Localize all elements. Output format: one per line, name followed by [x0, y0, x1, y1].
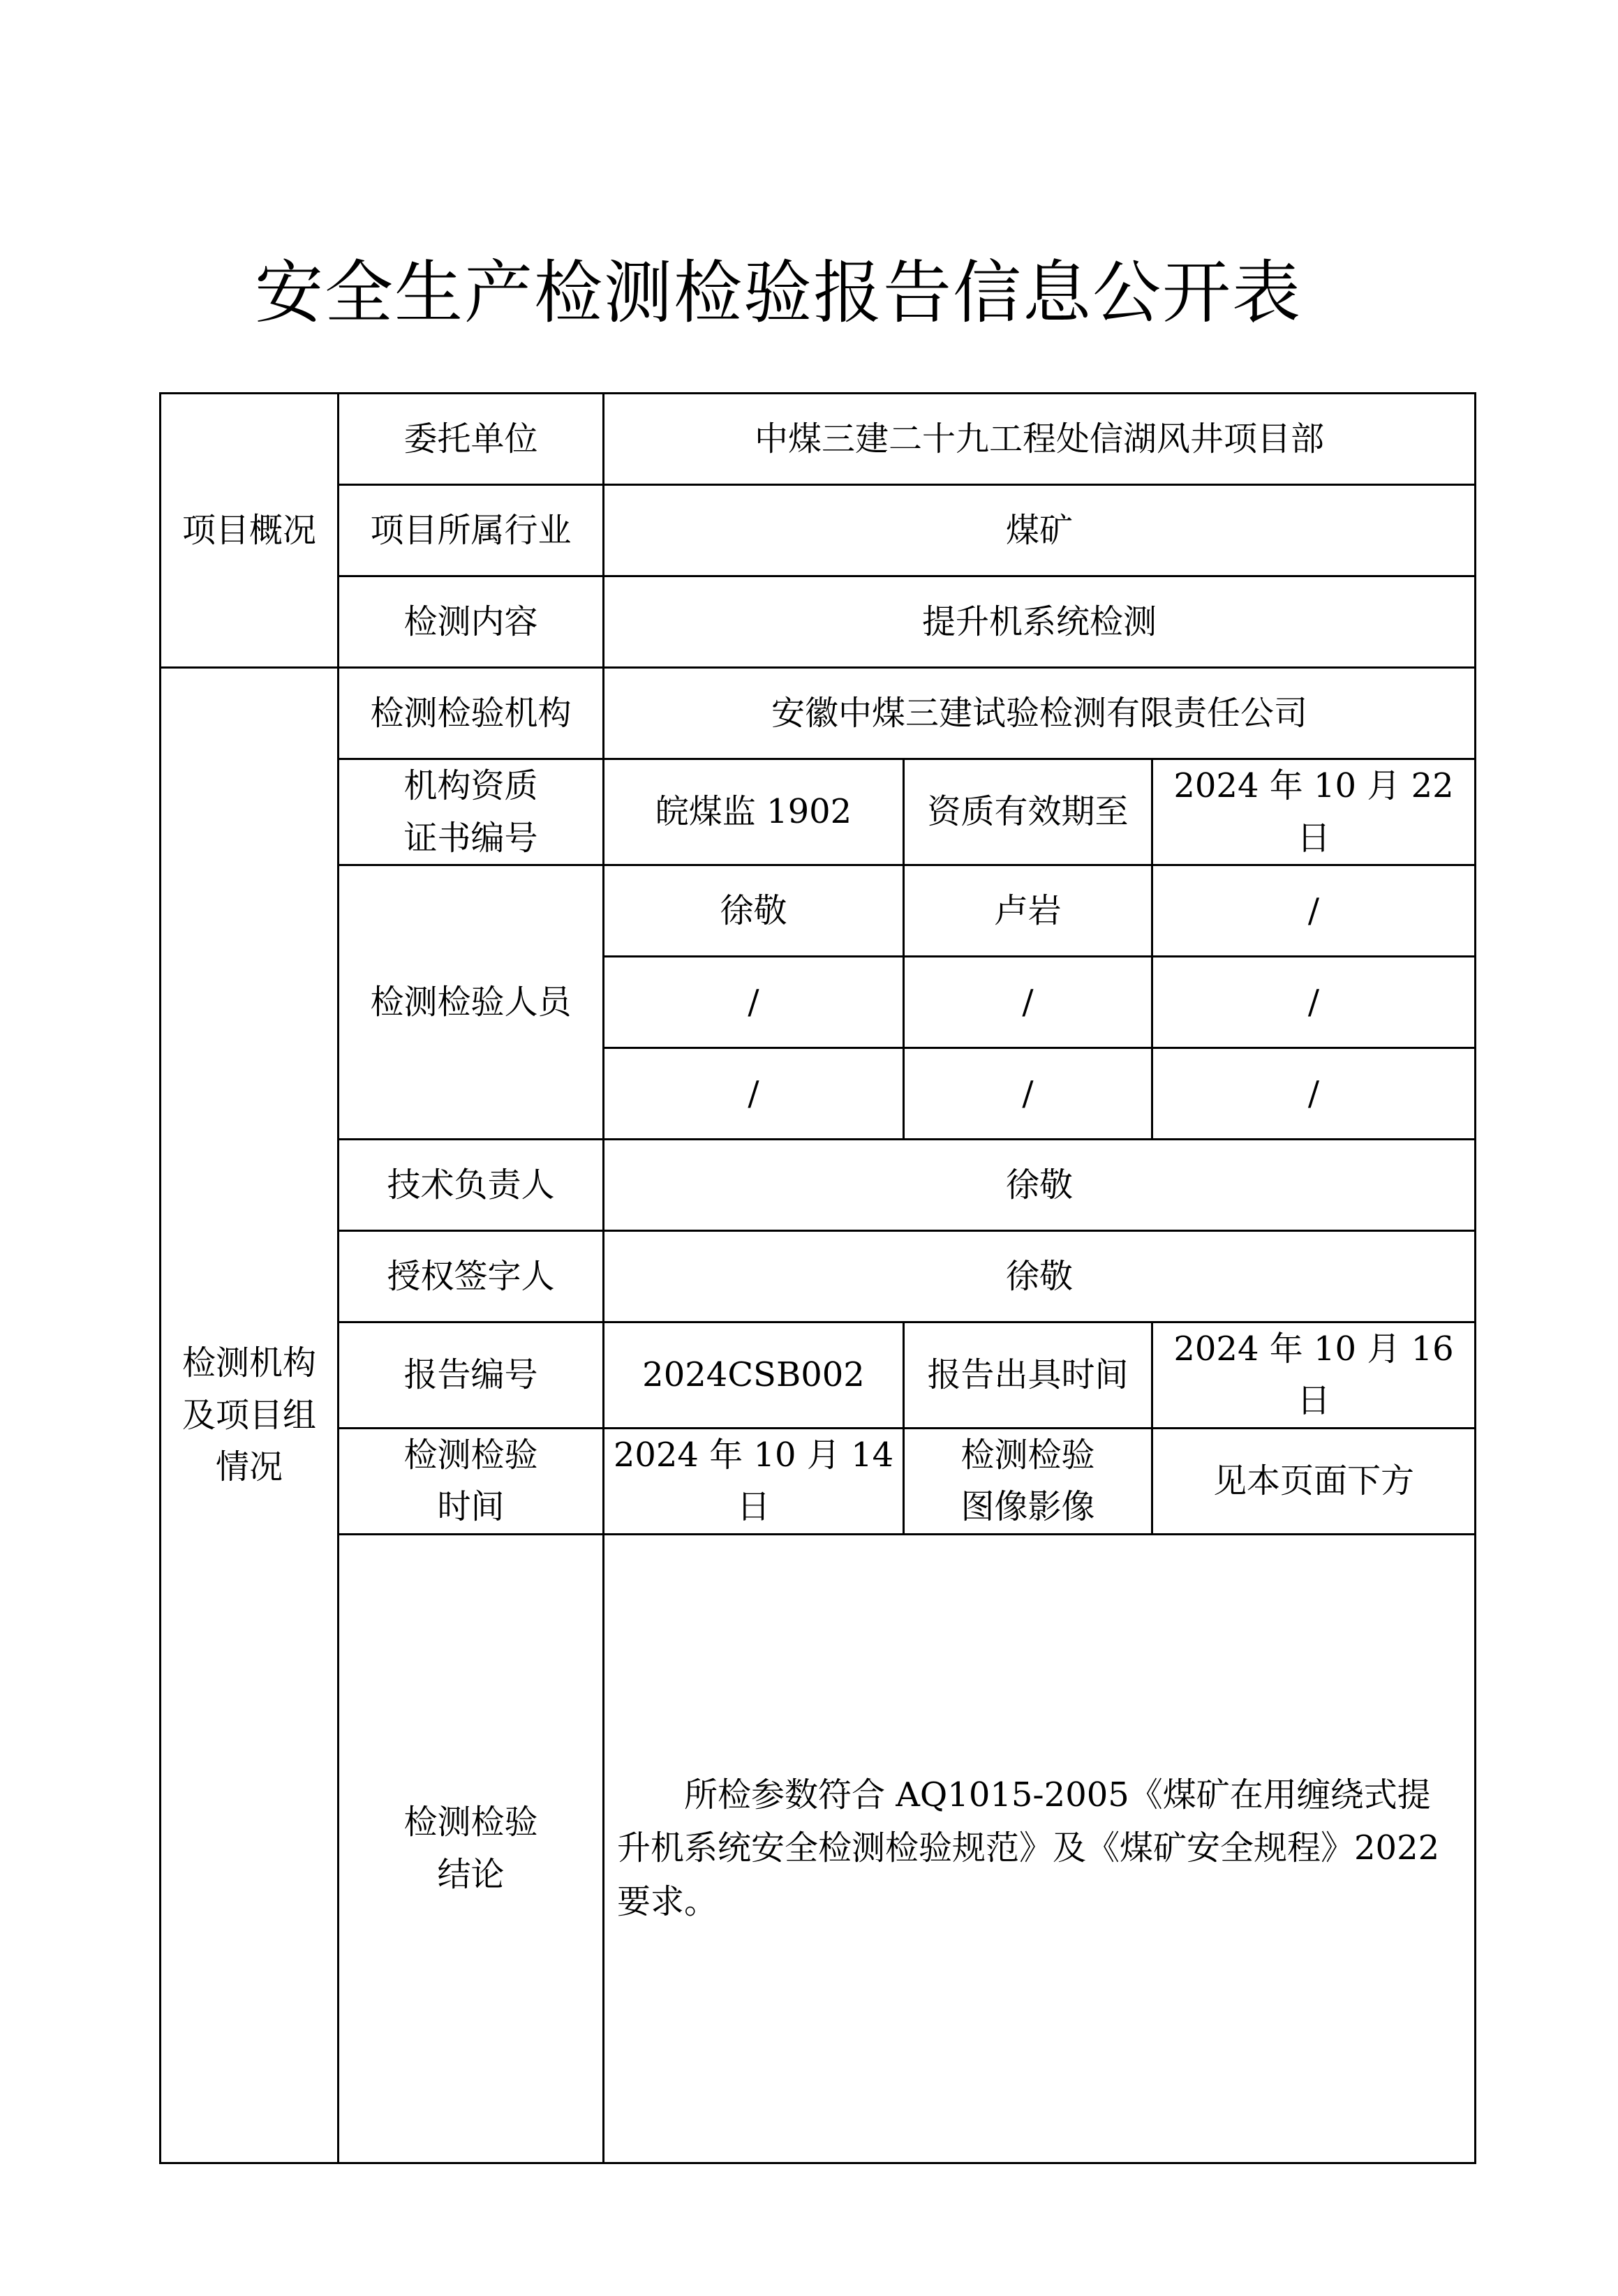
content-value: 提升机系统检测	[604, 576, 1476, 668]
personnel-cell: /	[1152, 865, 1476, 957]
cert-value: 皖煤监 1902	[604, 759, 904, 865]
page-title: 安全生产检测检验报告信息公开表	[254, 253, 1302, 333]
table-row	[161, 1140, 1476, 1231]
org-label: 检测检验机构	[339, 668, 604, 759]
personnel-cell: /	[1152, 1048, 1476, 1140]
table-row	[161, 394, 1476, 485]
section-label-conclusion: 检测检验 结论	[339, 1534, 604, 2163]
personnel-cell: /	[904, 1048, 1152, 1140]
section-label-org: 检测机构 及项目组 情况	[161, 668, 339, 2163]
industry-label: 项目所属行业	[339, 485, 604, 576]
images-label: 检测检验 图像影像	[904, 1428, 1152, 1534]
org-value: 安徽中煤三建试验检测有限责任公司	[604, 668, 1476, 759]
personnel-cell: /	[604, 957, 904, 1048]
personnel-cell: 徐敬	[604, 865, 904, 957]
table-row	[161, 1322, 1476, 1429]
client-label: 委托单位	[339, 394, 604, 485]
personnel-label: 检测检验人员	[339, 865, 604, 1140]
tech-lead-label: 技术负责人	[339, 1140, 604, 1231]
report-no-label: 报告编号	[339, 1322, 604, 1429]
table-row	[161, 865, 1476, 957]
table-row	[161, 1534, 1476, 2163]
info-table	[159, 392, 1476, 2164]
table-row	[161, 759, 1476, 865]
report-no-value: 2024CSB002	[604, 1322, 904, 1429]
validity-value: 2024 年 10 月 22 日	[1152, 759, 1476, 865]
issue-date-value: 2024 年 10 月 16 日	[1152, 1322, 1476, 1429]
personnel-cell: /	[1152, 957, 1476, 1048]
personnel-cell: /	[604, 1048, 904, 1140]
table-row	[161, 576, 1476, 668]
table-row	[161, 1231, 1476, 1322]
table-row	[161, 485, 1476, 576]
test-time-label: 检测检验 时间	[339, 1428, 604, 1534]
personnel-cell: /	[904, 957, 1152, 1048]
cert-label: 机构资质 证书编号	[339, 759, 604, 865]
table-row	[161, 1428, 1476, 1534]
client-value: 中煤三建二十九工程处信湖风井项目部	[604, 394, 1476, 485]
section-label-project: 项目概况	[161, 394, 339, 668]
signer-value: 徐敬	[604, 1231, 1476, 1322]
images-value: 见本页面下方	[1152, 1428, 1476, 1534]
industry-value: 煤矿	[604, 485, 1476, 576]
signer-label: 授权签字人	[339, 1231, 604, 1322]
issue-date-label: 报告出具时间	[904, 1322, 1152, 1429]
tech-lead-value: 徐敬	[604, 1140, 1476, 1231]
table-row	[161, 668, 1476, 759]
personnel-cell: 卢岩	[904, 865, 1152, 957]
conclusion-text: 所检参数符合 AQ1015-2005《煤矿在用缠绕式提升机系统安全检测检验规范》及《煤矿安全规程》2022 要求。	[604, 1534, 1476, 2163]
test-time-value: 2024 年 10 月 14 日	[604, 1428, 904, 1534]
validity-label: 资质有效期至	[904, 759, 1152, 865]
content-label: 检测内容	[339, 576, 604, 668]
